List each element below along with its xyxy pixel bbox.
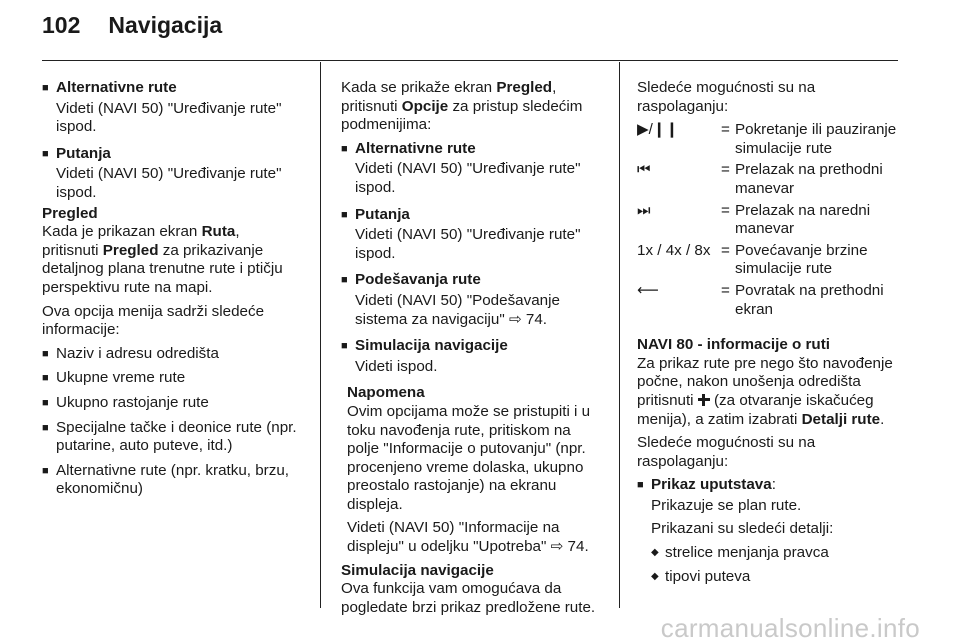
submenu-item: ■ Alternativne rute — [341, 139, 476, 157]
submenu-item: ■ Simulacija navigacije — [341, 337, 508, 355]
watermark: carmanualsonline.info — [660, 613, 920, 643]
column-2 — [341, 79, 605, 622]
list-item: ◆ strelice menjanja pravca — [651, 544, 829, 562]
navi80-heading: NAVI 80 - informacije o ruti — [637, 336, 830, 354]
submenu-item: ■ Podešavanja rute — [341, 271, 481, 289]
bullet-alt-routes — [42, 79, 312, 98]
table-row: ⏮ = Prelazak na prethodni manevar — [637, 161, 905, 201]
submenu-item-text: Videti ispod. — [355, 357, 438, 375]
square-bullet-icon: ■ — [42, 372, 49, 385]
route-title: Putanja — [56, 144, 111, 162]
prikaz-text: Prikazuje se plan rute. — [651, 496, 802, 514]
alt-routes-title: Alternativne rute — [56, 79, 177, 96]
info-intro: Ova opcija menija sadrži sledeće informacije: — [42, 302, 265, 339]
details-intro: Prikazani su sledeći detalji: — [651, 520, 834, 538]
diamond-bullet-icon: ◆ — [651, 570, 659, 582]
list-item: ■ Specijalne tačke i deonice rute (npr. putarine, auto puteve, itd.) — [42, 418, 297, 455]
note-reference: Videti (NAVI 50) "Informacije na displeju" u odeljku "Upotreba" ⇨ 74. — [347, 519, 589, 556]
square-bullet-icon: ■ — [341, 208, 348, 221]
square-bullet-icon: ■ — [42, 421, 49, 434]
submenu-item: ■ Putanja — [341, 205, 410, 223]
table-row: ▶/❙❙ = Pokretanje ili pauziranje simulacije rute — [637, 121, 905, 161]
square-bullet-icon: ■ — [341, 274, 348, 287]
next-icon: ⏭ — [637, 201, 651, 219]
list-item: ■ Ukupno rastojanje rute — [42, 393, 209, 411]
list-item: ◆ tipovi puteva — [651, 567, 751, 585]
column-divider-1 — [320, 62, 321, 608]
simulation-controls-table — [637, 121, 905, 322]
options-intro: Kada se prikaže ekran Pregled, pritisnuti Opcije za pristup sledećim podmenijima: — [341, 79, 583, 134]
simulation-heading: Simulacija navigacije — [341, 561, 494, 579]
plus-icon — [698, 394, 710, 406]
page-title: Navigacija — [108, 12, 223, 38]
square-bullet-icon: ■ — [42, 396, 49, 409]
page-number: 102 — [42, 12, 81, 38]
note-box — [341, 384, 605, 556]
submenu-item-text: Videti (NAVI 50) "Uređivanje rute" ispod. — [355, 160, 581, 196]
navi80-options-intro: Sledeće mogućnosti su na raspolaganju: — [637, 434, 816, 470]
previous-icon: ⏮ — [637, 161, 651, 179]
overview-paragraph: Kada je prikazan ekran Ruta, pritisnuti Pregled za prikazivanje detaljnog plana trenutne rute i ptičju perspektivu rute na mapi. — [42, 223, 283, 296]
bullet-route — [42, 145, 312, 164]
table-row: 1x / 4x / 8x = Povećavanje brzine simulacije rute — [637, 242, 905, 282]
column-1 — [42, 79, 312, 501]
square-bullet-icon: ■ — [42, 147, 49, 160]
route-text: Videti (NAVI 50) "Uređivanje rute" ispod. — [56, 165, 282, 201]
table-row: ⏭ = Prelazak na naredni manevar — [637, 202, 905, 242]
note-text: Ovim opcijama može se pristupiti i u toku navođenja rute, pritiskom na polje "Informacije o putovanju" (npr. procenjeno vreme dolaska, ukupno preostalo rastojanje) na ekranu displeja. — [347, 402, 591, 513]
navi80-paragraph: Za prikaz rute pre nego što navođenje počne, nakon unošenja odredišta pritisnuti (za otvaranje iskačućeg menija), a zatim izabrati Detalji rute. — [637, 354, 893, 428]
square-bullet-icon: ■ — [42, 347, 49, 360]
speed-label: 1x / 4x / 8x — [637, 241, 711, 259]
list-item: ■ Ukupne vreme rute — [42, 369, 186, 387]
list-item: ■ Naziv i adresu odredišta — [42, 344, 219, 362]
table-row: ⟵ = Povratak na prethodni ekran — [637, 282, 905, 322]
diamond-bullet-icon: ◆ — [651, 547, 659, 559]
back-arrow-icon: ⟵ — [637, 281, 659, 299]
square-bullet-icon: ■ — [341, 340, 348, 353]
simulation-text: Ova funkcija vam omogućava da pogledate brzi prikaz predložene rute. — [341, 580, 596, 616]
header-rule — [42, 60, 898, 61]
square-bullet-icon: ■ — [637, 479, 644, 492]
list-item: ■ Alternativne rute (npr. kratku, brzu, ekonomičnu) — [42, 461, 289, 498]
square-bullet-icon: ■ — [341, 142, 348, 155]
submenu-item-text: Videti (NAVI 50) "Podešavanje sistema za navigaciju" ⇨ 74. — [355, 291, 560, 328]
square-bullet-icon: ■ — [42, 82, 49, 94]
column-divider-2 — [619, 62, 620, 608]
alt-routes-text: Videti (NAVI 50) "Uređivanje rute" ispod. — [56, 99, 282, 136]
square-bullet-icon: ■ — [42, 464, 49, 477]
overview-heading: Pregled — [42, 204, 98, 222]
list-item: ■ Prikaz uputstava: — [637, 476, 776, 494]
page-header — [42, 12, 223, 48]
play-pause-icon: ▶/❙❙ — [637, 121, 679, 139]
submenu-item-text: Videti (NAVI 50) "Uređivanje rute" ispod. — [355, 226, 581, 262]
note-title: Napomena — [347, 384, 425, 402]
column-3 — [637, 79, 905, 594]
sim-options-intro: Sledeće mogućnosti su na raspolaganju: — [637, 79, 816, 115]
